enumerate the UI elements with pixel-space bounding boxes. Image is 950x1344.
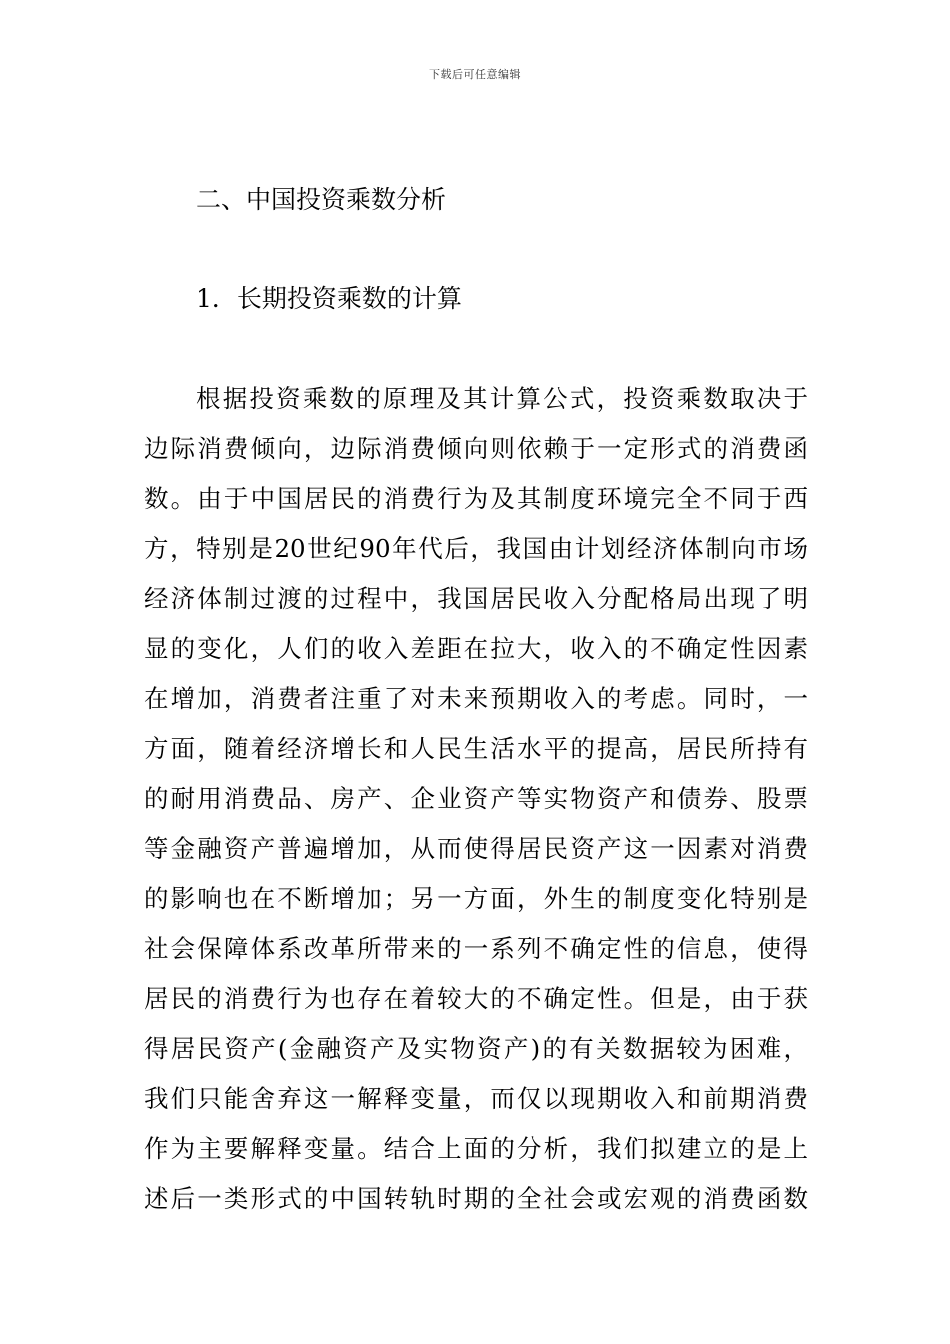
paragraph-line: 得居民资产(金融资产及实物资产)的有关数据较为困难， [144,1034,808,1063]
paragraph-line: 的影响也在不断增加；另一方面，外生的制度变化特别是 [144,884,808,913]
section-heading: 二、中国投资乘数分析 [196,185,447,214]
paragraph-line: 显的变化，人们的收入差距在拉大，收入的不确定性因素 [144,634,808,663]
paragraph-line: 经济体制过渡的过程中，我国居民收入分配格局出现了明 [144,584,808,613]
paragraph-line: 作为主要解释变量。结合上面的分析，我们拟建立的是上 [144,1134,808,1163]
paragraph-line: 社会保障体系改革所带来的一系列不确定性的信息，使得 [144,934,808,963]
paragraph-line: 我们只能舍弃这一解释变量，而仅以现期收入和前期消费 [144,1084,808,1113]
paragraph-line: 方面，随着经济增长和人民生活水平的提高，居民所持有 [144,734,808,763]
paragraph-line: 在增加，消费者注重了对未来预期收入的考虑。同时，一 [144,684,808,713]
paragraph-line: 根据投资乘数的原理及其计算公式，投资乘数取决于 [196,384,808,413]
paragraph-line: 方，特别是20世纪90年代后，我国由计划经济体制向市场 [144,534,808,563]
paragraph-line: 边际消费倾向，边际消费倾向则依赖于一定形式的消费函 [144,434,808,463]
sub-heading: 1．长期投资乘数的计算 [196,284,462,313]
header-note: 下载后可任意编辑 [429,68,521,81]
paragraph-line: 居民的消费行为也存在着较大的不确定性。但是，由于获 [144,984,808,1013]
paragraph-line: 的耐用消费品、房产、企业资产等实物资产和债券、股票 [144,784,808,813]
paragraph-line: 数。由于中国居民的消费行为及其制度环境完全不同于西 [144,484,808,513]
paragraph-line: 述后一类形式的中国转轨时期的全社会或宏观的消费函数 [144,1184,808,1213]
paragraph-line: 等金融资产普遍增加，从而使得居民资产这一因素对消费 [144,834,808,863]
body-paragraph [144,380,808,1230]
